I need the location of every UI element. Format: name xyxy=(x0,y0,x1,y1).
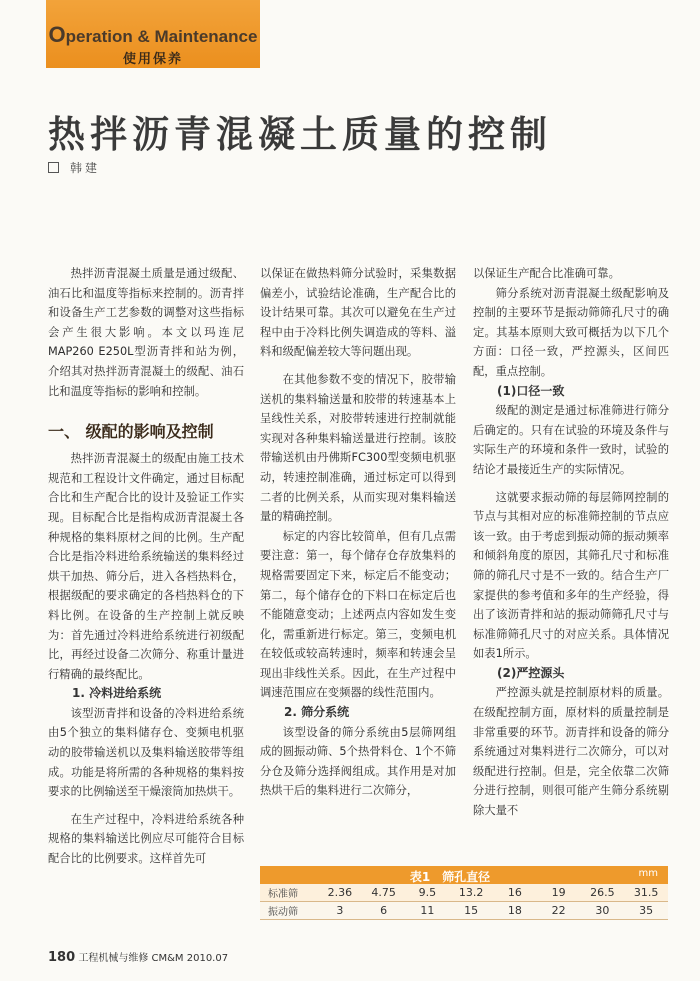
row-label: 标准筛 xyxy=(268,889,298,900)
subheading-cold-feed: 1. 冷料进给系统 xyxy=(72,686,162,701)
cell: 22 xyxy=(551,904,566,917)
paragraph: 在生产过程中，冷料进给系统各种规格的集料输送比例应尽可能符合目标配合比的比例要求。这样首先可 xyxy=(48,812,244,866)
paragraph: 该型沥青拌和设备的冷料进给系统由5个独立的集料储存仓、变频电机驱动的胶带输送机以及集料输送胶带等组成。功能是将所需的各种规格的集料按要求的比例输送至干燥滚筒加热烘干。 xyxy=(48,706,244,799)
subheading-consistent-aperture: (1)口径一致 xyxy=(497,383,565,398)
subheading-screening: 2. 筛分系统 xyxy=(284,705,350,720)
paragraph: 这就要求振动筛的每层筛网控制的节点与其相对应的标准筛控制的节点应该一致。由于考虑到振动筛的振动频率和倾斜角度的原因，其筛孔尺寸和标准筛的筛孔尺寸是不一致的。结合生产厂家提供的参考值和多年的生产经验，得出了该沥青拌和站的振动筛筛孔尺寸与标准筛筛孔尺寸的对应关系。具体情况如表1所示。 xyxy=(473,490,669,661)
cell: 3 xyxy=(336,904,344,917)
journal-name: 工程机械与维修 xyxy=(78,953,149,964)
paragraph: 筛分系统对沥青混凝土级配影响及控制的主要环节是振动筛筛孔尺寸的确定。其基本原则大致可概括为以下几个方面：口径一致，严控源头，区间匹配，重点控制。 xyxy=(473,286,669,378)
subheading-source-control: (2)严控源头 xyxy=(497,665,565,680)
column-3 xyxy=(473,264,669,821)
author-name: 韩建 xyxy=(70,161,101,175)
paragraph: 级配的测定是通过标准筛进行筛分后确定的。只有在试验的环境及条件与实际生产的环境和条件一致时，试验的结论才最接近生产的实际情况。 xyxy=(473,404,669,476)
intro-paragraph: 热拌沥青混凝土质量是通过级配、油石比和温度等指标来控制的。沥青拌和设备生产工艺参数的调整对这些指标会产生很大影响。本文以玛连尼MAP260 E250L型沥青拌和站为例，介绍其对热拌沥青混凝土的级配、油石比和温度等指标的影响和控制。 xyxy=(48,267,244,398)
paragraph: 以保证生产配合比准确可靠。 xyxy=(473,267,620,280)
section-title-en: Operation & Maintenance xyxy=(48,22,258,47)
cell: 13.2 xyxy=(458,886,484,899)
paragraph: 热拌沥青混凝土的级配由施工技术规范和工程设计文件确定，通过目标配合比和生产配合比的设计及验证工作实现。目标配合比是指构成沥青混凝土各种规格的集料原材之间的比例。生产配合比是指冷料进给系统输送的集料经过烘干加热、筛分后，进入各档热料仓，根据级配的要求确定的各档热料仓的下料比例。在设备的生产控制上就反映为：首先通过冷料进给系统进行初级配比，再经过设备二次筛分、称重计量进行精确的最终配比。 xyxy=(48,452,244,681)
cell: 18 xyxy=(507,904,522,917)
sieve-table xyxy=(260,866,668,920)
cell: 11 xyxy=(420,904,435,917)
table-row xyxy=(260,884,668,902)
cell: 35 xyxy=(639,904,654,917)
journal-issue: CM&M 2010.07 xyxy=(151,953,229,964)
column-1 xyxy=(48,264,244,869)
cell: 31.5 xyxy=(633,886,659,899)
paragraph: 在其他参数不变的情况下，胶带输送机的集料输送量和胶带的转速基本上呈线性关系，对胶带转速进行控制就能实现对各种集料输送量进行控制。该胶带输送机由丹佛斯FC300型变频电机驱动，转速控制准确，通过标定可以得到二者的比例关系，从而实现对集料输送量的精确控制。 xyxy=(260,372,456,524)
cell: 9.5 xyxy=(418,886,437,899)
table-row xyxy=(260,902,668,920)
paragraph: 该型设备的筛分系统由5层筛网组成的圆振动筛、5个热骨料仓、1个不筛分仓及筛分选择阀组成。其作用是对加热烘干后的集料进行二次筛分， xyxy=(260,725,456,798)
section-title-cn: 使用保养 xyxy=(122,52,183,67)
cell: 15 xyxy=(464,904,479,917)
paragraph: 严控源头就是控制原材料的质量。在级配控制方面，原材料的质量控制是非常重要的环节。沥青拌和设备的筛分系统通过对集料进行二次筛分，可以对级配进行控制。但是，完全依靠二次筛分进行控制，则很可能产生筛分系统剔除大量不 xyxy=(473,686,669,818)
page-number: 180 xyxy=(48,950,76,965)
section-banner xyxy=(46,0,260,68)
cell: 19 xyxy=(551,886,566,899)
cell: 6 xyxy=(380,904,388,917)
cell: 16 xyxy=(507,886,522,899)
section-heading-1: 一、 级配的影响及控制 xyxy=(48,422,214,442)
cell: 2.36 xyxy=(327,886,353,899)
table-caption: 表1 筛孔直径 xyxy=(409,870,491,884)
page-footer xyxy=(48,949,228,965)
table-header xyxy=(260,866,668,884)
paragraph: 以保证在做热料筛分试验时，采集数据偏差小，试验结论准确，生产配合比的设计结果可靠。其次可以避免在生产过程中由于冷料比例失调造成的等料、溢料和级配偏差较大等问题出现。 xyxy=(260,267,456,359)
article-title: 热拌沥青混凝土质量的控制 xyxy=(48,113,552,156)
table-unit: mm xyxy=(638,868,658,879)
cell: 4.75 xyxy=(371,886,396,899)
cell: 26.5 xyxy=(590,886,615,899)
row-label: 振动筛 xyxy=(268,907,298,918)
paragraph: 标定的内容比较简单，但有几点需要注意：第一，每个储存仓存放集料的规格需要固定下来，标定后不能变动；第二，每个储存仓的下料口在标定后也不能随意变动；上述两点内容如发生变化，需重新进行标定。第三，变频电机在较低或较高转速时，频率和转速会呈现出非线性关系。因此，在生产过程中调速范围应在变频器的线性范围内。 xyxy=(260,529,456,700)
column-2 xyxy=(260,264,456,801)
author-marker xyxy=(48,162,59,173)
cell: 30 xyxy=(595,904,610,917)
